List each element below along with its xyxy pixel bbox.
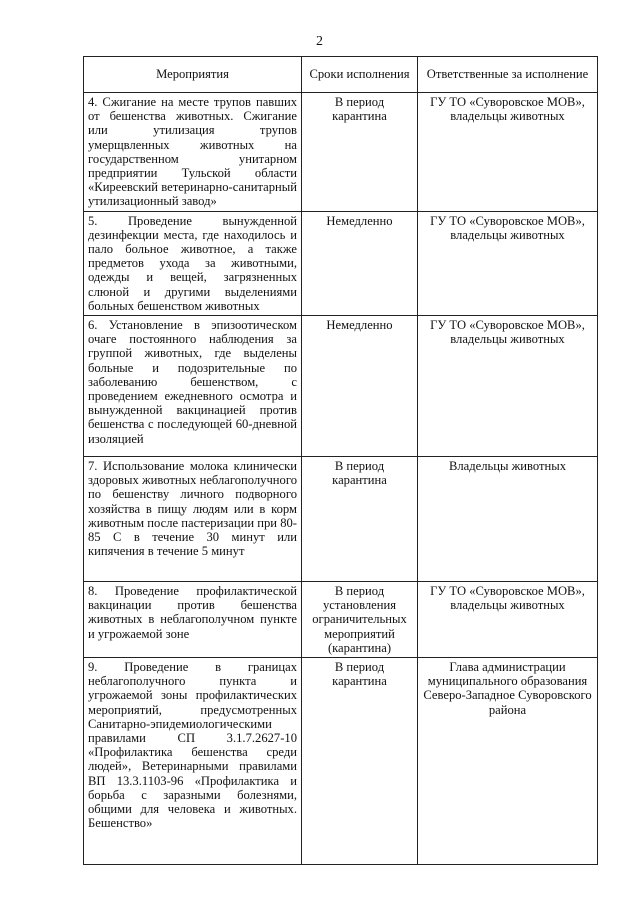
activity-cell: 4. Сжигание на месте трупов павших от бешенства животных. Сжигание или утилизация трупов умерщвленных животных на государственном унитарном предприятии Тульской области «Киреевский ветеринарно-санитарный утилизационный завод» [84,93,302,212]
responsible-cell: Глава администрации муниципального образования Северо-Западное Суворовского района [418,658,598,865]
activity-cell: 9. Проведение в границах неблагополучного пункта и угрожаемой зоны профилактических мероприятий, предусмотренных Санитарно-эпидемиологическими правилами СП 3.1.7.2627-10 «Профилактика бешенства среди людей», Ветеринарными правилами ВП 13.3.1103-96 «Профилактика и борьба с заразными болезнями, общими для человека и животных. Бешенство» [84,658,302,865]
measures-table [83,56,598,865]
term-cell: Немедленно [302,316,418,457]
responsible-cell: ГУ ТО «Суворовское МОВ», владельцы животных [418,211,598,315]
header-terms: Сроки исполнения [302,57,418,93]
table-row [84,457,598,582]
responsible-cell: ГУ ТО «Суворовское МОВ», владельцы животных [418,93,598,212]
table-row [84,211,598,315]
table-header-row [84,57,598,93]
activity-cell: 6. Установление в эпизоотическом очаге постоянного наблюдения за группой животных, где выделены больные и подозрительные по заболеванию бешенством, с проведением ежедневного осмотра и вынужденной вакцинацией против бешенства с последующей 60-дневной изоляцией [84,316,302,457]
page-number: 2 [316,34,323,49]
term-cell: В период карантина [302,457,418,582]
responsible-cell: Владельцы животных [418,457,598,582]
table-row [84,316,598,457]
header-responsible: Ответственные за исполнение [418,57,598,93]
responsible-cell: ГУ ТО «Суворовское МОВ», владельцы животных [418,316,598,457]
table-row [84,658,598,865]
activity-cell: 5. Проведение вынужденной дезинфекции места, где находилось и пало больное животное, а также предметов ухода за животными, одежды и вещей, загрязненных слюной и другими выделениями больных бешенством животных [84,211,302,315]
term-cell: В период карантина [302,93,418,212]
activity-cell: 7. Использование молока клинически здоровых животных неблагополучного по бешенству личного подворного хозяйства в пищу людям или в корм животным после пастеризации при 80-85 С в течение 30 минут или кипячения в течение 5 минут [84,457,302,582]
responsible-cell: ГУ ТО «Суворовское МОВ», владельцы животных [418,582,598,658]
activity-cell: 8. Проведение профилактической вакцинации против бешенства животных в неблагополучном пункте и угрожаемой зоне [84,582,302,658]
term-cell: В период карантина [302,658,418,865]
header-activities: Мероприятия [84,57,302,93]
table-row [84,93,598,212]
term-cell: Немедленно [302,211,418,315]
term-cell: В период установления ограничительных мероприятий (карантина) [302,582,418,658]
table-row [84,582,598,658]
